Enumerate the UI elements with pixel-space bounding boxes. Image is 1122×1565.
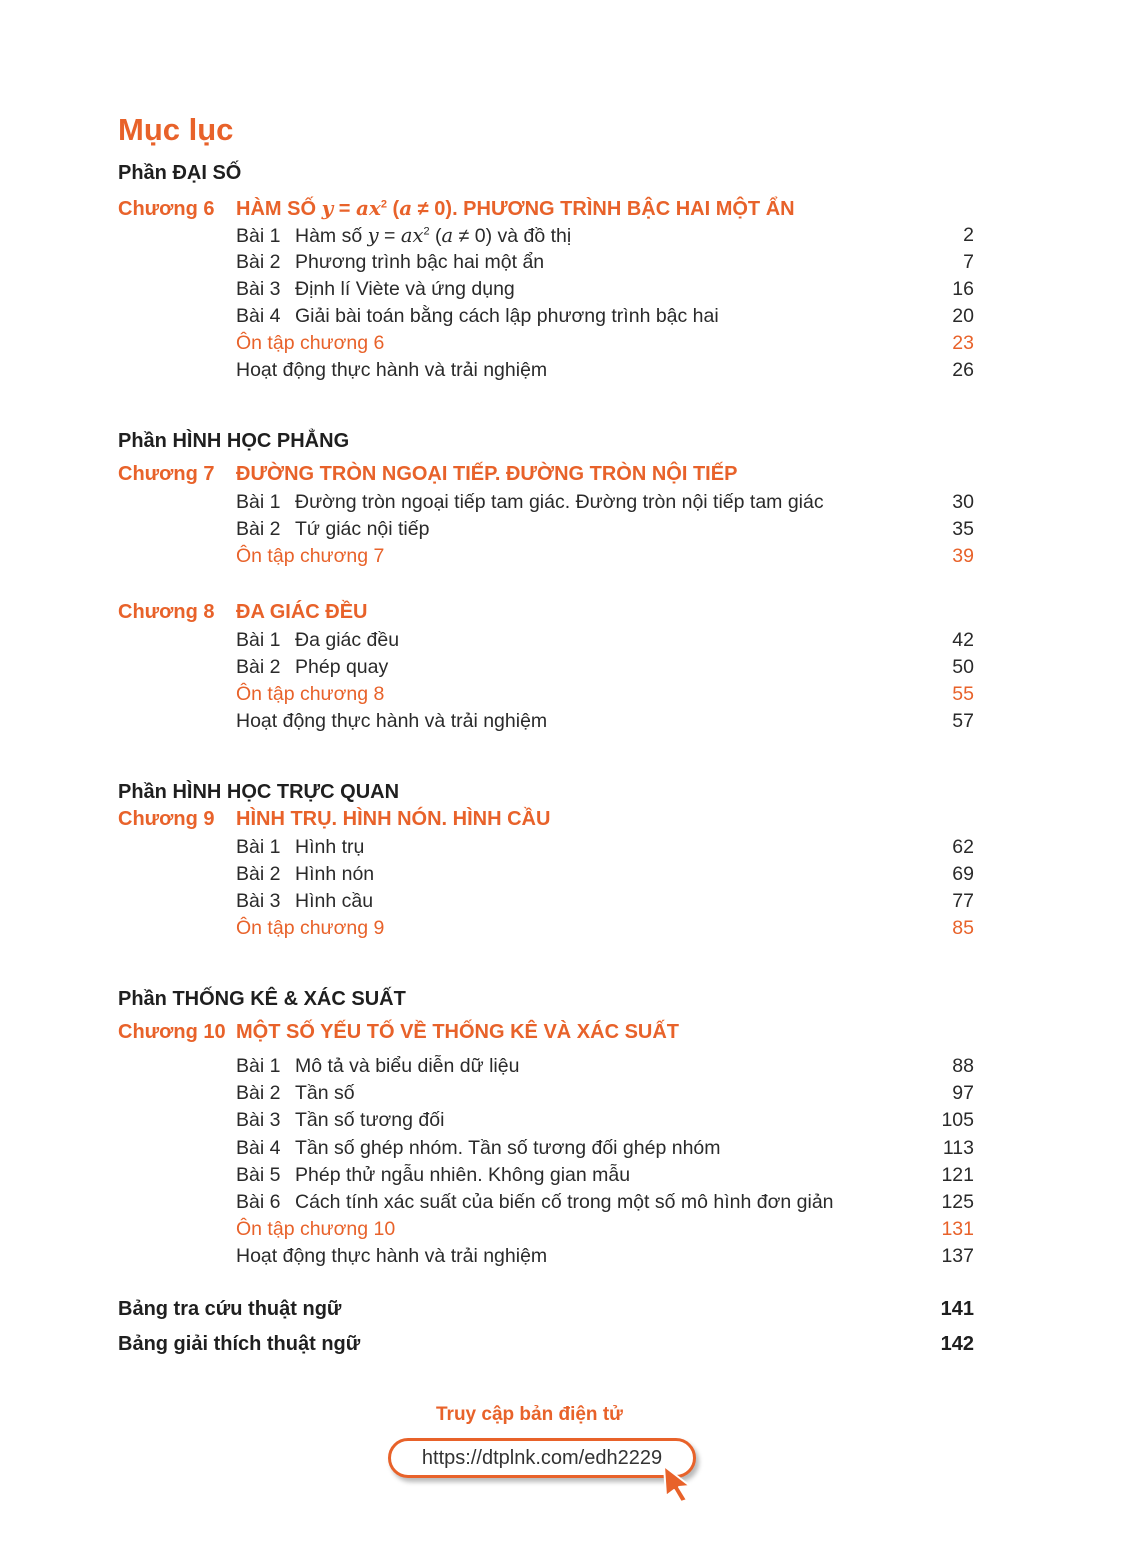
chapter-title: ĐA GIÁC ĐỀU [236, 601, 368, 623]
chapter-title: MỘT SỐ YẾU TỐ VỀ THỐNG KÊ VÀ XÁC SUẤT [236, 1021, 680, 1043]
chapter-6-heading[interactable] [118, 196, 795, 221]
lesson-title: Đường tròn ngoại tiếp tam giác. Đường tròn nội tiếp tam giác [295, 491, 824, 513]
lesson-label: Bài 1 [236, 629, 281, 651]
lesson-title: Hàm số $y = ax^2$ (a ≠ 0) và đồ thị [295, 224, 572, 247]
chapter-label: Chương 7 [118, 463, 215, 485]
lesson-label: Bài 4 [236, 1137, 281, 1159]
page-title: Mục lục [118, 112, 234, 147]
glossary-explanation-entry[interactable] [118, 1333, 974, 1356]
chapter-title: ĐƯỜNG TRÒN NGOẠI TIẾP. ĐƯỜNG TRÒN NỘI TIẾP [236, 463, 738, 485]
page-number: 7 [963, 251, 974, 273]
review-title: Ôn tập chương 7 [236, 545, 385, 567]
chapter-title: HÀM SỐ $y = ax^2$ (a ≠ 0). PHƯƠNG TRÌNH BẬC HAI MỘT ẨN [236, 196, 795, 220]
lesson-entry[interactable] [236, 491, 974, 517]
page-number: 142 [940, 1333, 974, 1355]
lesson-label: Bài 2 [236, 656, 281, 678]
lesson-title: Phép quay [295, 656, 389, 678]
lesson-entry[interactable] [236, 251, 974, 277]
page-number: 55 [952, 683, 974, 705]
lesson-label: Bài 3 [236, 890, 281, 912]
lesson-entry[interactable] [236, 1137, 974, 1163]
glossary-title: Bảng tra cứu thuật ngữ [118, 1298, 342, 1320]
page-number: 105 [941, 1109, 974, 1131]
chapter-label: Chương 9 [118, 808, 215, 830]
page-number: 137 [941, 1245, 974, 1267]
lesson-label: Bài 6 [236, 1191, 281, 1213]
page-number: 2 [963, 224, 974, 246]
chapter-7-heading[interactable] [118, 463, 737, 486]
lesson-label: Bài 1 [236, 225, 281, 247]
review-entry[interactable] [236, 545, 974, 571]
lesson-title: Tần số tương đối [295, 1109, 445, 1131]
lesson-title: Tần số ghép nhóm. Tần số tương đối ghép nhóm [295, 1137, 721, 1159]
lesson-title: Hình trụ [295, 836, 365, 858]
page-number: 39 [952, 545, 974, 567]
lesson-entry[interactable] [236, 1055, 974, 1081]
lesson-label: Bài 1 [236, 491, 281, 513]
review-title: Ôn tập chương 9 [236, 917, 385, 939]
part-heading-algebra: Phần ĐẠI SỐ [118, 162, 242, 184]
lesson-entry[interactable] [236, 305, 974, 331]
lesson-entry[interactable] [236, 629, 974, 655]
page-number: 23 [952, 332, 974, 354]
digital-access-label: Truy cập bản điện tử [436, 1404, 623, 1425]
lesson-entry[interactable] [236, 1109, 974, 1135]
page-number: 125 [941, 1191, 974, 1213]
pointer-cursor-icon [660, 1464, 696, 1504]
review-entry[interactable] [236, 683, 974, 709]
chapter-8-heading[interactable] [118, 601, 367, 624]
lesson-entry[interactable] [236, 863, 974, 889]
lesson-title: Hình nón [295, 863, 375, 885]
glossary-lookup-entry[interactable] [118, 1298, 974, 1321]
review-title: Ôn tập chương 8 [236, 683, 385, 705]
page-number: 141 [940, 1298, 974, 1320]
lesson-title: Giải bài toán bằng cách lập phương trình bậc hai [295, 305, 719, 327]
lesson-label: Bài 1 [236, 836, 281, 858]
page-number: 62 [952, 836, 974, 858]
lesson-title: Phép thử ngẫu nhiên. Không gian mẫu [295, 1164, 631, 1186]
page-number: 77 [952, 890, 974, 912]
activity-title: Hoạt động thực hành và trải nghiệm [236, 359, 548, 381]
page-number: 35 [952, 518, 974, 540]
page-number: 97 [952, 1082, 974, 1104]
glossary-title: Bảng giải thích thuật ngữ [118, 1333, 361, 1355]
page-number: 16 [952, 278, 974, 300]
lesson-entry[interactable] [236, 224, 974, 250]
lesson-label: Bài 3 [236, 1109, 281, 1131]
activity-entry[interactable] [236, 710, 974, 736]
lesson-title: Cách tính xác suất của biến cố trong một số mô hình đơn giản [295, 1191, 834, 1213]
lesson-entry[interactable] [236, 518, 974, 544]
chapter-label: Chương 6 [118, 198, 215, 220]
lesson-entry[interactable] [236, 890, 974, 916]
chapter-10-heading[interactable] [118, 1021, 679, 1044]
activity-title: Hoạt động thực hành và trải nghiệm [236, 710, 548, 732]
lesson-label: Bài 2 [236, 518, 281, 540]
page-number: 20 [952, 305, 974, 327]
lesson-entry[interactable] [236, 1191, 974, 1217]
review-entry[interactable] [236, 1218, 974, 1244]
page-number: 69 [952, 863, 974, 885]
lesson-label: Bài 5 [236, 1164, 281, 1186]
lesson-label: Bài 2 [236, 1082, 281, 1104]
page-number: 50 [952, 656, 974, 678]
lesson-title: Mô tả và biểu diễn dữ liệu [295, 1055, 520, 1077]
page-number: 85 [952, 917, 974, 939]
lesson-label: Bài 4 [236, 305, 281, 327]
chapter-9-heading[interactable] [118, 808, 550, 831]
chapter-title: HÌNH TRỤ. HÌNH NÓN. HÌNH CẦU [236, 808, 551, 830]
lesson-entry[interactable] [236, 278, 974, 304]
page-number: 30 [952, 491, 974, 513]
lesson-title: Hình cầu [295, 890, 374, 912]
lesson-entry[interactable] [236, 656, 974, 682]
lesson-label: Bài 3 [236, 278, 281, 300]
activity-entry[interactable] [236, 1245, 974, 1271]
lesson-title: Phương trình bậc hai một ẩn [295, 251, 545, 273]
page-number: 26 [952, 359, 974, 381]
part-heading-plane-geometry: Phần HÌNH HỌC PHẲNG [118, 430, 350, 452]
review-entry[interactable] [236, 332, 974, 358]
chapter-label: Chương 10 [118, 1021, 226, 1043]
activity-title: Hoạt động thực hành và trải nghiệm [236, 1245, 548, 1267]
lesson-label: Bài 2 [236, 863, 281, 885]
page-number: 113 [942, 1137, 974, 1159]
lesson-label: Bài 2 [236, 251, 281, 273]
review-title: Ôn tập chương 6 [236, 332, 385, 354]
lesson-title: Tần số [295, 1082, 355, 1104]
lesson-entry[interactable] [236, 1164, 974, 1190]
chapter-label: Chương 8 [118, 601, 215, 623]
digital-access-link[interactable] [388, 1438, 696, 1478]
lesson-entry[interactable] [236, 836, 974, 862]
review-entry[interactable] [236, 917, 974, 943]
lesson-label: Bài 1 [236, 1055, 281, 1077]
digital-access-url: https://dtplnk.com/edh2229 [421, 1446, 663, 1469]
activity-entry[interactable] [236, 359, 974, 385]
page-number: 88 [952, 1055, 974, 1077]
review-title: Ôn tập chương 10 [236, 1218, 396, 1240]
page-number: 121 [941, 1164, 974, 1186]
part-heading-visual-geometry: Phần HÌNH HỌC TRỰC QUAN [118, 781, 400, 803]
part-heading-statistics-probability: Phần THỐNG KÊ & XÁC SUẤT [118, 988, 406, 1010]
lesson-title: Tứ giác nội tiếp [295, 518, 430, 540]
page-number: 42 [952, 629, 974, 651]
page-number: 57 [952, 710, 974, 732]
lesson-entry[interactable] [236, 1082, 974, 1108]
page-number: 131 [941, 1218, 974, 1240]
lesson-title: Định lí Viète và ứng dụng [295, 278, 515, 300]
lesson-title: Đa giác đều [295, 629, 400, 651]
